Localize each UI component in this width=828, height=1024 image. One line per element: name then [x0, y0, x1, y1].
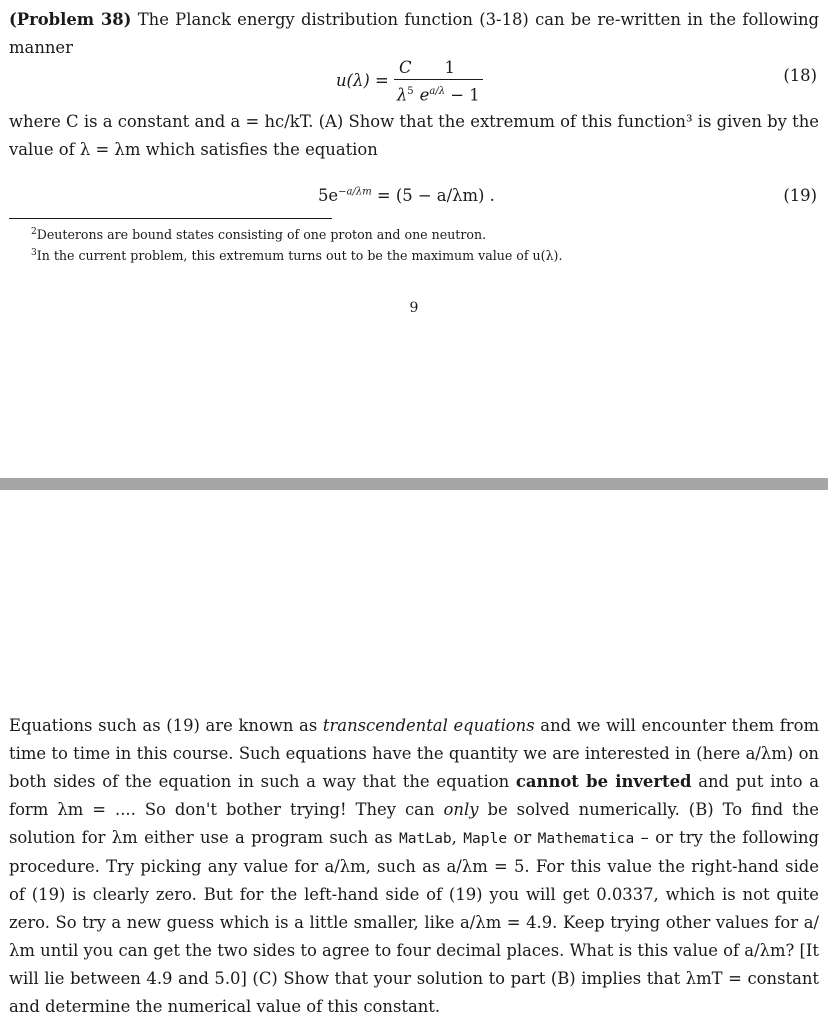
footnote-rule [9, 218, 332, 219]
para-comma: , [451, 828, 464, 847]
eq19-lhs-exponent: −a/λm [338, 186, 372, 198]
page-separator [0, 478, 828, 490]
equation-18-number: (18) [783, 66, 817, 85]
para-s2: and we will encounter them from time to time in this course. Such equations have the quantity we are interested in (here a/λm) on both sides of the equation in such a way that the equation [9, 716, 820, 791]
para-or: or [507, 828, 538, 847]
eq18-fraction-exp [417, 58, 483, 105]
para-s3: and put into a form λm = .... So don't bother trying! They can [9, 772, 819, 819]
eq19-rhs: = (5 − a/λm) . [376, 186, 495, 205]
eq18-lambda: λ [396, 85, 408, 105]
footnote-2-mark: 2 [31, 227, 37, 237]
eq18-lhs: u(λ) = [336, 71, 389, 91]
footnote-3-mark: 3 [31, 248, 37, 258]
equation-19-number: (19) [783, 186, 817, 205]
eq18-exp-base: e [419, 85, 430, 105]
equation-18 [336, 58, 483, 105]
page-number: 9 [409, 300, 419, 316]
program-mathematica: Mathematica [537, 830, 635, 847]
problem-intro-paragraph [9, 6, 819, 62]
eq18-denominator-exp [417, 79, 483, 105]
footnote-2-text: Deuterons are bound states consisting of one proton and one neutron. [36, 227, 487, 243]
footnote-3 [31, 243, 562, 266]
transcendental-paragraph [9, 712, 819, 1021]
eq18-numerator-one: 1 [444, 58, 455, 77]
problem-intro-text: The Planck energy distribution function (3-18) can be re-written in the following manner [9, 10, 819, 57]
eq18-minus-one: − 1 [445, 85, 480, 105]
eq18-denominator-lambda [394, 79, 417, 105]
problem-label: (Problem 38) [9, 10, 132, 29]
eq19-lhs-coef: 5e [318, 186, 339, 205]
equation-19 [318, 186, 495, 205]
textbook-page-bottom [0, 490, 828, 1024]
para-s4: be solved numerically. (B) To find the solution for λm either use a program such as [9, 800, 820, 847]
footnote-3-text: In the current problem, this extremum turns out to be the maximum value of u(λ). [36, 248, 563, 264]
program-maple: Maple [463, 830, 508, 847]
para-emphasis-transcendental: transcendental equations [322, 716, 535, 735]
eq18-numerator-c: C [399, 58, 412, 77]
textbook-page-top [0, 0, 828, 478]
eq18-fraction-c [394, 58, 417, 105]
program-matlab: MatLab [398, 830, 452, 847]
footnote-2 [31, 222, 486, 245]
para-s5: – or try the following procedure. Try picking any value for a/λm, such as a/λm = 5. For this value the right-hand side of (19) is clearly zero. But for the left-hand side of (19) you will get 0.0337, which is not quite zero. So try a new guess which is a little smaller, like a/λm = 4.9. Keep trying other values for a/λm until you can get the two sides to agree to four decimal places. What is this value of a/λm? [It will lie between 4.9 and 5.0] (C) Show that your solution to part (B) implies that λmT = constant and determine the numerical value of this constant. [9, 828, 819, 1016]
eq18-lambda-exponent: 5 [407, 86, 414, 97]
eq18-exp-power: a/λ [429, 86, 446, 97]
para-emphasis-only: only [443, 800, 479, 819]
where-paragraph: where C is a constant and a = hc/kT. (A) Show that the extremum of this function³ is given by the value of λ = λm which satisfies the equation [9, 112, 819, 159]
para-s1: Equations such as (19) are known as [9, 716, 323, 735]
para-bold-cannot-be-inverted: cannot be inverted [515, 772, 692, 791]
